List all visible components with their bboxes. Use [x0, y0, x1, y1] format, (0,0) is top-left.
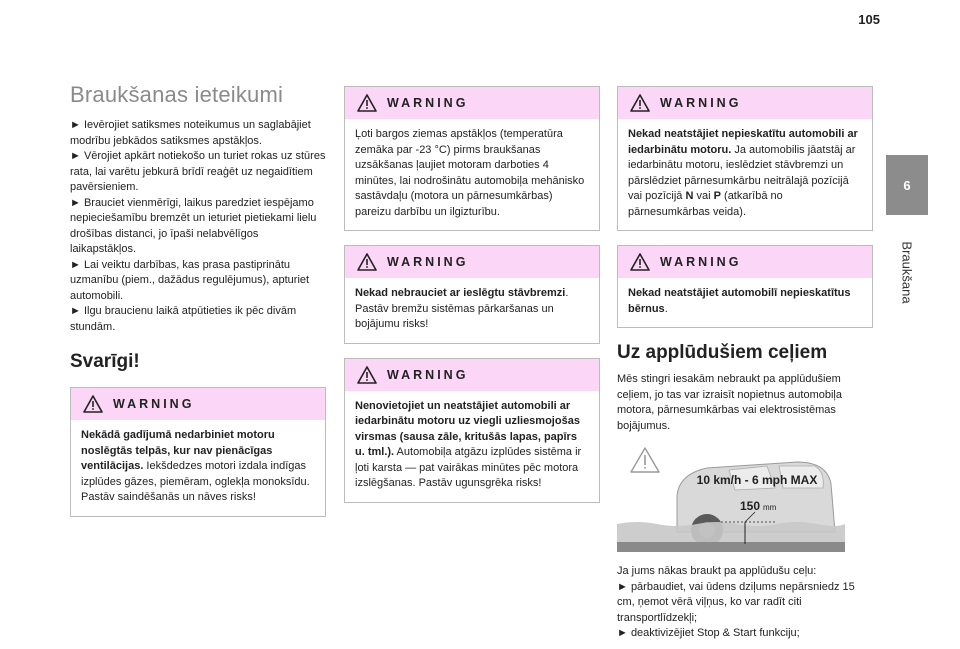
flood-intro: Mēs stingri iesakām nebraukt pa applūdušiem ceļiem, jo tas var izraisīt nopietnus automobiļa motora, pārnesumkārbas vai elektrosistēmas bojājumus. [617, 373, 842, 432]
column-3 [617, 86, 873, 642]
speed-limit-label: 10 km/h - 6 mph MAX [696, 473, 818, 487]
warning-box [70, 387, 326, 517]
warning-box [617, 86, 873, 231]
flood-illustration [617, 444, 845, 552]
warning-header [618, 246, 872, 278]
warning-triangle-icon [83, 395, 103, 413]
warning-text [345, 278, 599, 343]
warning-text [618, 278, 872, 327]
warning-emphasis: Nekādā gadījumā nedarbiniet motoru noslēgtās telpās, kur nav pienācīgas ventilācijas. [81, 429, 275, 472]
warning-triangle-icon [357, 253, 377, 271]
warning-title: WARNING [113, 397, 195, 411]
warning-detail: . Pastāv bremžu sistēmas pārkaršanas un bojājumu risks! [355, 287, 569, 330]
warning-header [71, 388, 325, 420]
warning-emphasis: Nekad nebrauciet ar ieslēgtu stāvbremzi [355, 287, 566, 299]
warning-box [344, 245, 600, 344]
warning-header [345, 246, 599, 278]
page-number: 105 [858, 12, 880, 27]
warning-box [617, 245, 873, 328]
column-2 [344, 86, 600, 517]
warning-text [345, 391, 599, 502]
depth-value: 150 [740, 499, 761, 513]
warning-text: Ļoti bargos ziemas apstākļos (temperatūra zemāka par -23 °C) pirms braukšanas uzsākšanas ļaujiet motoram darboties 4 minūtes, lai nodrošinātu automobiļa mehānisko sastāvdaļu (motora un pārnesumkārbas) pareizu darbību un ilgizturību. [355, 128, 585, 218]
warning-emphasis: Nekad neatstājiet automobilī nepieskatītus bērnus [628, 287, 851, 315]
warning-title: WARNING [387, 255, 469, 269]
warning-emphasis: Nekad neatstājiet nepieskatītu automobili ar iedarbinātu motoru. [628, 128, 858, 156]
warning-triangle-icon [630, 253, 650, 271]
warning-box [344, 358, 600, 503]
flood-car-diagram [617, 444, 845, 552]
warning-detail: Iekšdedzes motori izdala indīgas izplūdes gāzes, piemēram, oglekļa monoksīdu. Pastāv saindēšanās un nāves risks! [81, 460, 310, 503]
warning-text [618, 119, 872, 230]
tip-item: ► Ievērojiet satiksmes noteikumus un saglabājiet modrību jebkādos satiksmes apstākļos. [70, 119, 311, 147]
flood-lead: Ja jums nākas braukt pa applūdušu ceļu: [617, 565, 817, 577]
warning-triangle-icon [630, 94, 650, 112]
flood-item: ► deaktivizējiet Stop & Start funkciju; [617, 627, 800, 639]
chapter-label [886, 222, 928, 322]
depth-unit: mm [763, 503, 777, 512]
warning-detail: . [664, 302, 668, 315]
warning-triangle-icon [357, 94, 377, 112]
warning-header [618, 87, 872, 119]
important-heading: Svarīgi! [70, 351, 140, 372]
warning-box [344, 86, 600, 231]
warning-header [345, 87, 599, 119]
warning-detail: Ja automobilis jāatstāj ar iedarbinātu motoru, ieslēdziet stāvbremzi un pārslēdziet pārnesumkārbu neitrālajā pozīcijā vai pozīcijā [628, 143, 856, 202]
section-title: Braukšanas ieteikumi [70, 82, 284, 107]
gear-n-label: N [685, 190, 694, 202]
warning-emphasis: Nenovietojiet un neatstājiet automobili ar iedarbinātu motoru uz viegli uzliesmojošas virsmas (sausa zāle, kritušās lapas, papīrs u. tml.). [355, 399, 580, 458]
tip-item: ► Lai veiktu darbības, kas prasa pastiprinātu uzmanību (piem., dažādus regulējumus), apturiet automobili. [70, 258, 310, 302]
warning-title: WARNING [387, 367, 469, 382]
warning-title: WARNING [387, 96, 469, 110]
warning-title: WARNING [660, 96, 742, 110]
warning-detail: (atkarībā no pārnesumkārbas veida). [628, 190, 783, 218]
chapter-label-text: Braukšana [899, 240, 915, 304]
warning-title: WARNING [660, 255, 742, 269]
warning-detail: vai [693, 190, 714, 202]
warning-header [345, 359, 599, 391]
warning-triangle-icon [357, 366, 377, 384]
tip-item: ► Vērojiet apkārt notiekošo un turiet rokas uz stūres rata, lai varētu jebkurā brīdī reaģēt uz negaidītiem pavērsieniem. [70, 150, 326, 193]
tip-item: ► Ilgu braucienu laikā atpūtieties ik pēc divām stundām. [70, 305, 297, 333]
chapter-tab: 6 [886, 155, 928, 215]
warning-text [71, 420, 325, 516]
column-1 [70, 82, 326, 531]
warning-detail: Automobiļa atgāzu izplūdes sistēma ir ļoti karsta — pat vairākas minūtes pēc motora izslēgšanas. Pastāv ugunsgrēka risks! [355, 446, 582, 489]
flood-item: ► pārbaudiet, vai ūdens dziļums nepārsniedz 15 cm, ņemot vērā viļņus, ko var radīt citi transportlīdzekļi; [617, 580, 855, 624]
tip-item: ► Brauciet vienmērīgi, laikus paredziet iespējamo nepieciešamību bremzēt un ieturiet pietiekami lielu drošības distanci, jo īpaši nelabvēlīgos laikapstākļos. [70, 196, 317, 255]
flood-instructions [617, 564, 873, 642]
driving-tips [70, 118, 326, 335]
flood-heading: Uz applūdušiem ceļiem [617, 342, 828, 363]
gear-p-label: P [713, 190, 721, 202]
